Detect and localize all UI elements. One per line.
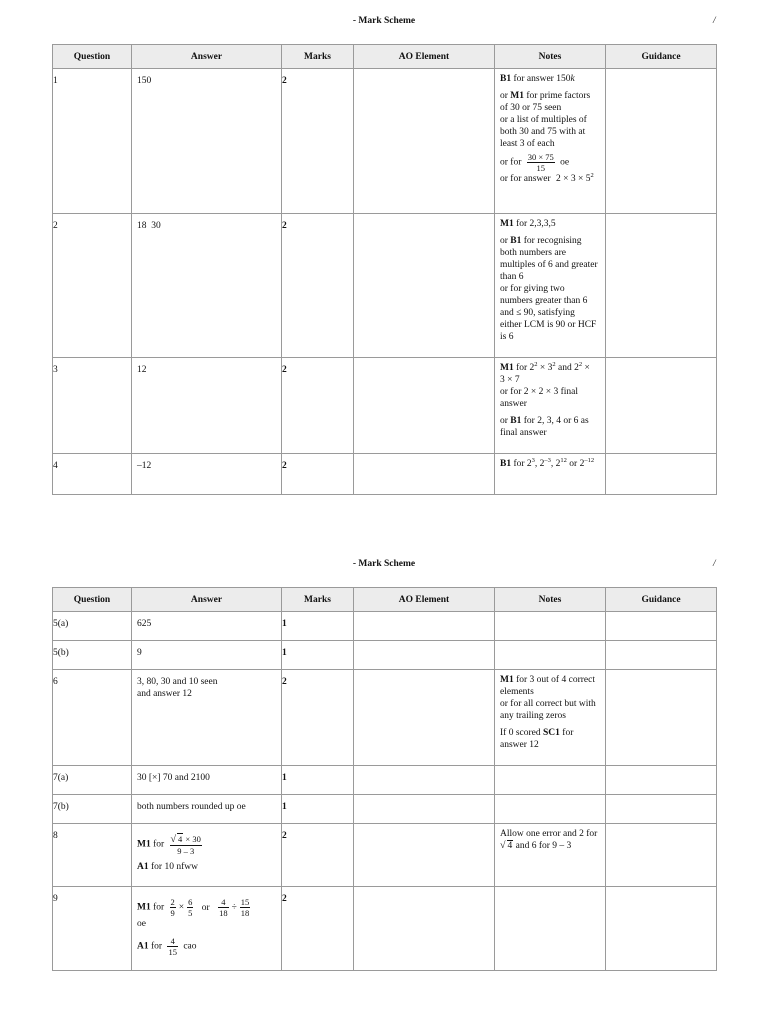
- table-row: [53, 358, 717, 454]
- col-header-question: Question: [53, 45, 132, 69]
- answer-cell: 12: [132, 358, 282, 454]
- guidance-cell: [606, 69, 717, 214]
- notes-cell: [495, 795, 606, 824]
- question-number: 2: [53, 214, 132, 358]
- table-row: [53, 670, 717, 766]
- notes-cell: M1 for $2^2 \times 3^2$ and $2^2$ × 3 × 7 or for 2 × 2 × 3 final answer or B1 for 2, 3, 4 or 6 as final answer: [495, 358, 606, 454]
- question-number: 7(b): [53, 795, 132, 824]
- marks-cell: 1: [282, 641, 354, 670]
- answer-cell: both numbers rounded up oe: [132, 795, 282, 824]
- notes-cell: M1 for 2,3,3,5 or B1 for recognising both numbers are multiples of 6 and greater than 6 or for giving two numbers greater than 6 and ≤ 90, satisfying either LCM is 90 or HCF is 6: [495, 214, 606, 358]
- guidance-cell: [606, 358, 717, 454]
- col-header-marks: Marks: [282, 588, 354, 612]
- question-number: 4: [53, 454, 132, 495]
- fraction: $\frac{√ 4 \times 30}{9 - 3}$: [170, 834, 201, 856]
- col-header-guidance: Guidance: [606, 588, 717, 612]
- ao-element-cell: [354, 641, 495, 670]
- marks-cell: 2: [282, 454, 354, 495]
- notes-cell: [495, 766, 606, 795]
- ao-element-cell: [354, 358, 495, 454]
- answer-cell: 9: [132, 641, 282, 670]
- guidance-cell: [606, 670, 717, 766]
- fraction: $\frac{15}{18}$: [240, 897, 250, 918]
- col-header-answer: Answer: [132, 45, 282, 69]
- marks-cell: 2: [282, 358, 354, 454]
- ao-element-cell: [354, 214, 495, 358]
- answer-cell: –12: [132, 454, 282, 495]
- marks-cell: 2: [282, 824, 354, 887]
- mark-scheme-table: [52, 44, 717, 495]
- table-row: [53, 69, 717, 214]
- notes-cell: [495, 641, 606, 670]
- question-number: 3: [53, 358, 132, 454]
- header-title: - Mark Scheme: [352, 16, 416, 26]
- question-number: 1: [53, 69, 132, 214]
- ao-element-cell: [354, 887, 495, 971]
- guidance-cell: [606, 824, 717, 887]
- mark-scheme-table: [52, 587, 717, 971]
- answer-cell: M1 for $\frac{2}{9}$ × $\frac{6}{5}$ or $\frac{4}{18}$ ÷ $\frac{15}{18}$ oe A1 for $\frac{4}{15}$ cao: [132, 887, 282, 971]
- marks-cell: 1: [282, 612, 354, 641]
- fraction: $\frac{6}{5}$: [188, 897, 193, 918]
- fraction: $\frac{2}{9}$: [170, 897, 175, 918]
- guidance-cell: [606, 766, 717, 795]
- col-header-guidance: Guidance: [606, 45, 717, 69]
- table-header-row: [53, 45, 717, 69]
- answer-cell: 30 [×] 70 and 2100: [132, 766, 282, 795]
- col-header-notes: Notes: [495, 588, 606, 612]
- question-number: 5(a): [53, 612, 132, 641]
- marks-cell: 1: [282, 766, 354, 795]
- answer-cell: 625: [132, 612, 282, 641]
- col-header-ao-element: AO Element: [354, 45, 495, 69]
- header-title: - Mark Scheme: [352, 559, 416, 569]
- answer-cell: 3, 80, 30 and 10 seen and answer 12: [132, 670, 282, 766]
- question-number: 5(b): [53, 641, 132, 670]
- notes-cell: [495, 887, 606, 971]
- guidance-cell: [606, 795, 717, 824]
- marks-cell: 1: [282, 795, 354, 824]
- question-number: 6: [53, 670, 132, 766]
- table-row: [53, 766, 717, 795]
- col-header-ao-element: AO Element: [354, 588, 495, 612]
- notes-cell: B1 for $2^3$, $2^{-3}$, $2^{12}$ or $2^{-12}$: [495, 454, 606, 495]
- marks-cell: 2: [282, 670, 354, 766]
- table-row: [53, 612, 717, 641]
- table-row: [53, 795, 717, 824]
- notes-cell: M1 for 3 out of 4 correct elements or for all correct but with any trailing zeros If 0 scored SC1 for answer 12: [495, 670, 606, 766]
- ao-element-cell: [354, 454, 495, 495]
- question-number: 7(a): [53, 766, 132, 795]
- question-number: 9: [53, 887, 132, 971]
- table-row: [53, 887, 717, 971]
- ao-element-cell: [354, 612, 495, 641]
- col-header-marks: Marks: [282, 45, 354, 69]
- notes-cell: B1 for answer 150k or M1 for prime factors of 30 or 75 seen or a list of multiples of both 30 and 75 with at least 3 of each or for $\frac{30 \times 75}{15}$ oe or for answer $2 \times 3 \times 5^2$: [495, 69, 606, 214]
- guidance-cell: [606, 887, 717, 971]
- table-header-row: [53, 588, 717, 612]
- answer-cell: M1 for $\frac{√ 4 \times 30}{9 - 3}$ A1 for 10 nfww: [132, 824, 282, 887]
- ao-element-cell: [354, 795, 495, 824]
- marks-cell: 2: [282, 69, 354, 214]
- marks-cell: 2: [282, 887, 354, 971]
- ao-element-cell: [354, 69, 495, 214]
- answer-cell: 150: [132, 69, 282, 214]
- fraction: $\frac{4}{15}$: [168, 936, 177, 957]
- page-header: [0, 0, 768, 26]
- guidance-cell: [606, 214, 717, 358]
- table-row: [53, 454, 717, 495]
- answer-cell: 18 30: [132, 214, 282, 358]
- col-header-notes: Notes: [495, 45, 606, 69]
- col-header-question: Question: [53, 588, 132, 612]
- page-header: [0, 543, 768, 569]
- header-mark: /: [713, 559, 716, 569]
- notes-cell: Allow one error and 2 for √ 4 and 6 for 9 – 3: [495, 824, 606, 887]
- guidance-cell: [606, 454, 717, 495]
- header-mark: /: [713, 16, 716, 26]
- ao-element-cell: [354, 670, 495, 766]
- notes-cell: [495, 612, 606, 641]
- col-header-answer: Answer: [132, 588, 282, 612]
- table-row: [53, 214, 717, 358]
- guidance-cell: [606, 641, 717, 670]
- table-row: [53, 824, 717, 887]
- fraction: $\frac{4}{18}$: [219, 897, 228, 918]
- guidance-cell: [606, 612, 717, 641]
- fraction: $\frac{30 \times 75}{15}$: [527, 152, 554, 173]
- marks-cell: 2: [282, 214, 354, 358]
- ao-element-cell: [354, 766, 495, 795]
- question-number: 8: [53, 824, 132, 887]
- table-row: [53, 641, 717, 670]
- ao-element-cell: [354, 824, 495, 887]
